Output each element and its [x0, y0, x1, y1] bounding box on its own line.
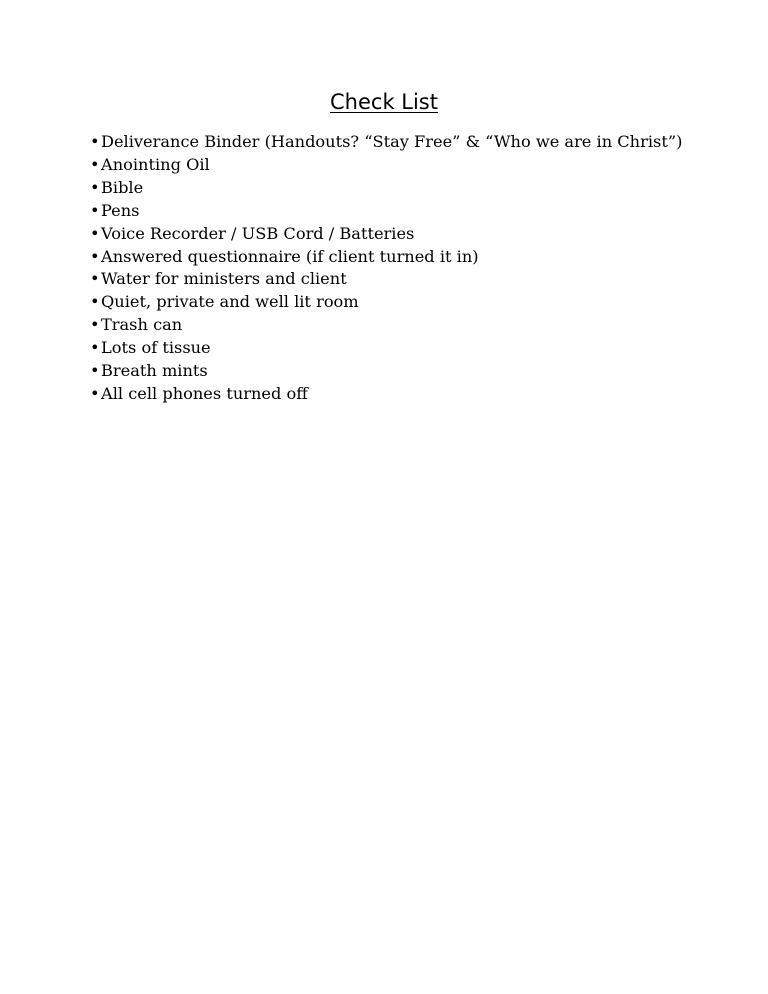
list-item-text: Breath mints: [101, 361, 208, 381]
list-item-text: Answered questionnaire (if client turned it in): [101, 246, 479, 266]
list-item-text: All cell phones turned off: [101, 383, 308, 403]
list-item: [90, 291, 682, 314]
list-item: [90, 246, 682, 269]
bullet-icon: •: [90, 177, 100, 197]
list-item: [90, 200, 682, 223]
bullet-icon: •: [90, 383, 100, 403]
list-item-text: Bible: [101, 177, 144, 197]
list-item: [90, 223, 682, 246]
bullet-icon: •: [90, 200, 100, 220]
list-item-text: Quiet, private and well lit room: [101, 292, 359, 312]
bullet-icon: •: [90, 132, 100, 151]
list-item-text: Deliverance Binder (Handouts? “Stay Free” & “Who we are in Christ”): [101, 132, 683, 151]
list-item-text: Anointing Oil: [101, 154, 210, 174]
list-item: [90, 154, 682, 177]
list-item: [90, 337, 682, 360]
bullet-icon: •: [90, 292, 100, 312]
list-item: [90, 360, 682, 383]
page-title-text: Check List: [330, 90, 438, 114]
bullet-icon: •: [90, 338, 100, 358]
list-item-text: Pens: [101, 200, 140, 220]
bullet-icon: •: [90, 315, 100, 335]
page-title: [0, 88, 768, 116]
list-item: [90, 177, 682, 200]
bullet-icon: •: [90, 223, 100, 243]
bullet-icon: •: [90, 361, 100, 381]
list-item: [90, 383, 682, 406]
list-item-text: Voice Recorder / USB Cord / Batteries: [101, 223, 415, 243]
bullet-icon: •: [90, 154, 100, 174]
checklist: [90, 131, 682, 406]
list-item: [90, 268, 682, 291]
bullet-icon: •: [90, 269, 100, 289]
list-item: [90, 131, 682, 154]
list-item-text: Lots of tissue: [101, 338, 211, 358]
bullet-icon: •: [90, 246, 100, 266]
list-item-text: Trash can: [101, 315, 183, 335]
list-item-text: Water for ministers and client: [101, 269, 347, 289]
list-item: [90, 314, 682, 337]
